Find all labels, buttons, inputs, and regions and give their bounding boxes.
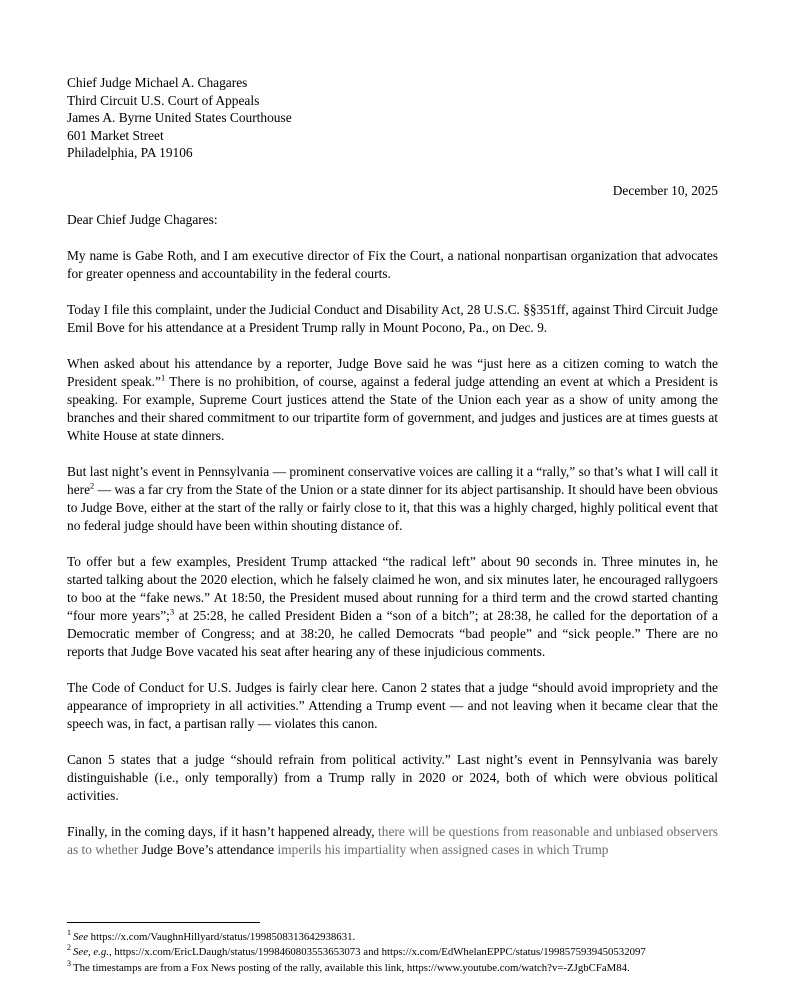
paragraph-text: Canon 5 states that a judge “should refrain from political activity.” Last night’s event in Pennsylvania was barely distinguishable (i.e., only temporally) from a Trump rally in 2020 or 2024, both of which were obvious political activities. [67, 751, 718, 803]
recipient-city: Philadelphia, PA 19106 [67, 145, 193, 160]
footnote-separator [67, 922, 260, 923]
paragraph-text-muted: imperils his impartiality when assigned cases in which Trump [277, 841, 609, 857]
footnote-number: 1 [67, 927, 71, 937]
paragraph-text: at 25:28, he called President Biden a “son of a bitch”; at 28:38, he called for the deportation of a Democratic member of Congress; and at 38:20, he called Democrats “bad people” and “sick people.” There are no reports that Judge Bove vacated his seat after hearing any of these injudicious comments. [67, 607, 718, 659]
footnote-text: The timestamps are from a Fox News posting of the rally, available this link, https://www.youtube.com/watch?v=-ZJgbCFaM84. [73, 961, 630, 974]
footnote-text: https://x.com/VaughnHillyard/status/1998508313642938631. [87, 930, 356, 943]
footnote-lead: See, e.g., [73, 946, 112, 958]
paragraph-finally [67, 823, 718, 859]
footnote-ref-2: 2 [90, 480, 95, 491]
recipient-street: 601 Market Street [67, 127, 164, 143]
paragraph-attendance [67, 355, 718, 445]
paragraph-canon2 [67, 679, 718, 733]
paragraph-text: Finally, in the coming days, if it hasn’t happened already, [67, 823, 379, 839]
paragraph-text: To offer but a few examples, President Trump attacked “the radical left” about 90 seconds in. Three minutes in, he started talking about the 2020 election, which he falsely claimed he won, and six minutes later, he encouraged rallygoers to boo at the “fake news.” At 18:50, the President mused about running for a third term and the crowd started chanting “four more years”; [67, 553, 718, 623]
paragraph-text: Today I file this complaint, under the Judicial Conduct and Disability Act, 28 U.S.C. §§351ff, against Third Circuit Judge Emil Bove for his attendance at a President Trump rally in Mount Pocono, Pa., on Dec. 9. [67, 301, 718, 335]
recipient-name: Chief Judge Michael A. Chagares [67, 75, 248, 90]
paragraph-text: My name is Gabe Roth, and I am executive director of Fix the Court, a national nonpartisan organization that advocates for greater openness and accountability in the federal courts. [67, 247, 718, 281]
footnote-lead: See [73, 930, 88, 943]
footnote-ref-1: 1 [160, 372, 166, 383]
paragraph-text: The Code of Conduct for U.S. Judges is fairly clear here. Canon 2 states that a judge “should avoid impropriety and the appearance of impropriety in all activities.” Attending a Trump event — and not leaving when it became clear that the speech was, in fact, a partisan rally — violates this canon. [67, 679, 718, 731]
footnotes-section [67, 922, 718, 977]
footnote-text: https://x.com/EricLDaugh/status/1998460803553653073 and https://x.com/EdWhelanEPPC/status/1998575939450532097 [111, 946, 646, 958]
paragraph-intro [67, 247, 718, 283]
paragraph-text: There is no prohibition, of course, against a federal judge attending an event at which a President is speaking. For example, Supreme Court justices attend the State of the Union each year as a show of unity among the branches and their shared commitment to our tripartite form of government, and judges and justices are at times guests at White House at state dinners. [67, 373, 718, 443]
paragraph-text: But last night’s event in Pennsylvania — prominent conservative voices are calling it a “rally,” so that’s what I will call it here [67, 463, 718, 497]
paragraph-examples [67, 553, 718, 661]
footnote-2 [67, 945, 718, 961]
paragraph-text: When asked about his attendance by a reporter, Judge Bove said he was “just here as a citizen coming to watch the President speak.” [67, 355, 718, 389]
paragraph-complaint [67, 301, 718, 337]
paragraph-rally [67, 463, 718, 535]
footnote-number: 2 [67, 943, 71, 953]
recipient-address [67, 74, 718, 162]
recipient-building: James A. Byrne United States Courthouse [67, 110, 292, 125]
footnote-number: 3 [67, 958, 71, 968]
paragraph-text: — was a far cry from the State of the Union or a state dinner for its abject partisanship. It should have been obvious to Judge Bove, either at the start of the rally or fairly close to it, that this was a highly charged, highly political event that no federal judge should have been within shouting distance of. [67, 481, 718, 533]
salutation: Dear Chief Judge Chagares: [67, 211, 218, 227]
paragraph-text: Judge Bove’s attendance [141, 841, 278, 857]
footnote-3 [67, 958, 718, 977]
paragraph-canon5 [67, 751, 718, 805]
paragraph-text-muted: there will be questions from reasonable and unbiased observers as to whether [67, 823, 718, 857]
recipient-court: Third Circuit U.S. Court of Appeals [67, 92, 260, 108]
letter-date: December 10, 2025 [612, 182, 718, 198]
footnote-ref-3: 3 [169, 606, 175, 617]
footnote-1 [67, 927, 718, 946]
